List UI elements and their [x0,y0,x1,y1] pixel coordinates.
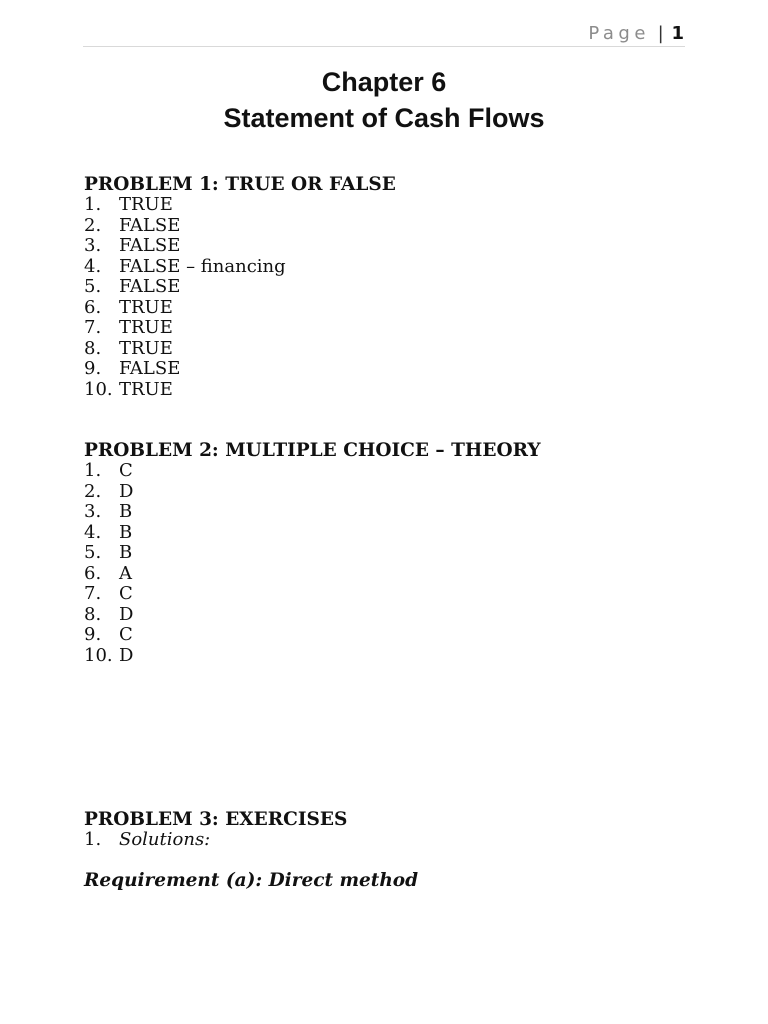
list-item [84,380,684,401]
list-item [84,195,684,216]
item-answer: B [119,521,133,543]
problem-3-list [84,830,684,851]
item-number: 1. [84,194,102,215]
problem-1-heading: PROBLEM 1: TRUE OR FALSE [84,174,396,195]
problem-2-answer-list [84,461,684,666]
list-item [84,318,684,339]
list-item [84,605,684,626]
item-number: 6. [84,562,102,584]
list-item [84,298,684,319]
item-answer: TRUE [119,317,173,338]
item-number: 10. [84,378,113,400]
list-item [84,584,684,605]
item-number: 4. [84,521,102,543]
item-answer: FALSE [119,276,181,297]
item-number: 1. [84,460,102,481]
item-answer: TRUE [119,296,173,318]
list-item [84,625,684,646]
list-item [84,359,684,380]
chapter-subtitle: Statement of Cash Flows [223,103,545,133]
item-answer: B [119,501,133,522]
item-number: 10. [84,644,113,666]
item-number: 6. [84,296,102,318]
item-number: 4. [84,255,102,277]
problem-1-answer-list [84,195,684,400]
item-number: 7. [84,583,102,604]
header-divider [83,46,685,47]
list-item [84,216,684,237]
list-item [84,339,684,360]
list-item [84,236,684,257]
item-number: 1. [84,829,102,850]
problem-3-heading: PROBLEM 3: EXERCISES [84,809,348,830]
item-number: 3. [84,235,102,256]
problem-2-section [84,440,684,666]
item-number: 9. [84,624,102,645]
page-separator: | [657,23,664,44]
page-word: Page [588,23,650,44]
list-item [84,277,684,298]
item-answer: FALSE [119,214,181,236]
item-answer: TRUE [119,337,173,359]
list-item [84,830,684,851]
item-answer: D [119,603,134,625]
item-number: 9. [84,358,102,379]
item-number: 8. [84,603,102,625]
problem-1-section [84,174,684,400]
item-answer: FALSE [119,358,181,379]
list-item [84,461,684,482]
item-number: 5. [84,542,102,563]
item-answer: B [119,542,133,563]
item-answer: C [119,583,133,604]
item-number: 2. [84,480,102,502]
page-number: 1 [671,23,684,44]
item-answer: TRUE [119,194,173,215]
item-answer: C [119,624,133,645]
solutions-label: Solutions: [119,829,211,850]
problem-2-heading: PROBLEM 2: MULTIPLE CHOICE – THEORY [84,440,541,461]
item-answer: D [119,480,134,502]
item-answer: A [119,562,132,584]
item-answer: FALSE – financing [119,255,286,277]
item-number: 2. [84,214,102,236]
item-answer: FALSE [119,235,181,256]
chapter-title: Chapter 6 [321,67,447,97]
list-item [84,482,684,503]
item-answer: D [119,644,134,666]
list-item [84,543,684,564]
list-item [84,564,684,585]
item-number: 5. [84,276,102,297]
item-answer: C [119,460,133,481]
list-item [84,257,684,278]
requirement-a-heading: Requirement (a): Direct method [84,870,419,891]
item-number: 7. [84,317,102,338]
item-number: 3. [84,501,102,522]
item-answer: TRUE [119,378,173,400]
list-item [84,646,684,667]
problem-3-section [84,809,684,851]
item-number: 8. [84,337,102,359]
list-item [84,502,684,523]
list-item [84,523,684,544]
page-number-label [588,22,684,46]
